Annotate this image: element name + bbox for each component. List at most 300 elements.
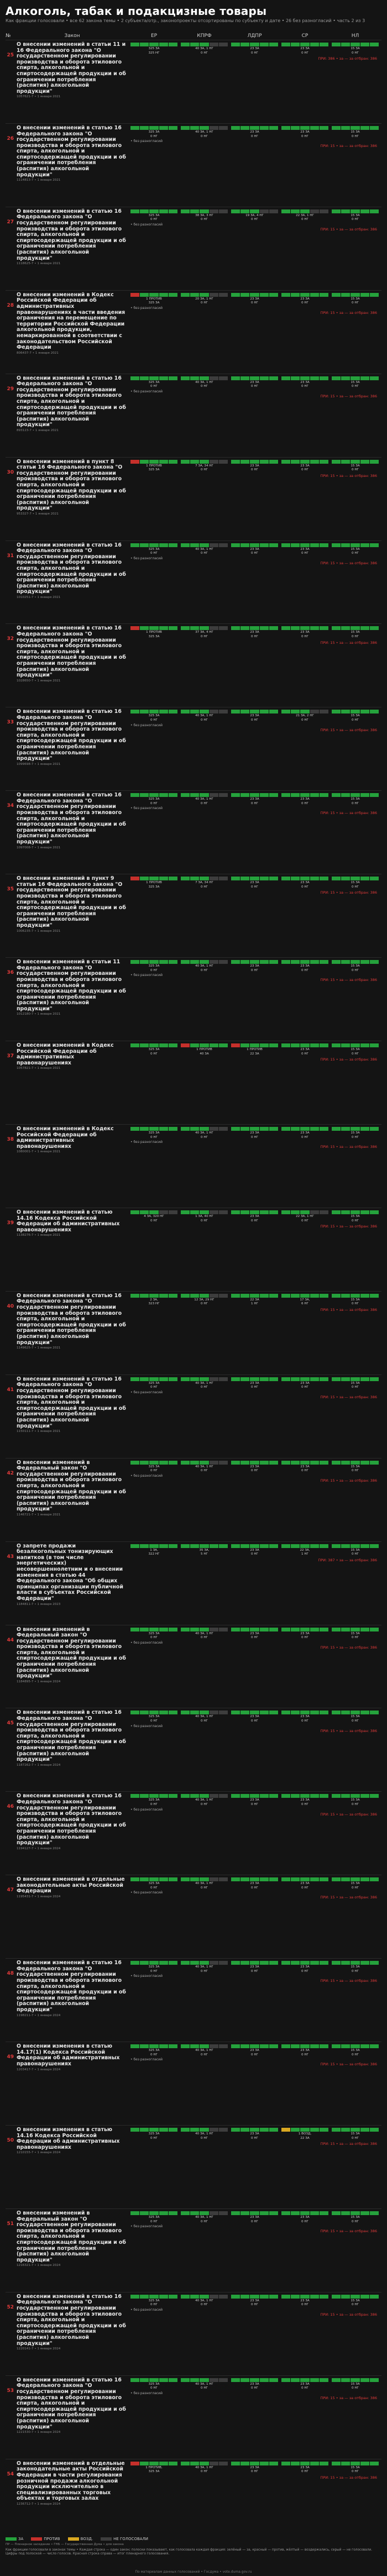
faction-votes bbox=[129, 2459, 380, 2542]
vote-bar-segment bbox=[341, 293, 350, 297]
law-meta: 1203417-7 • 1 января 2024 bbox=[17, 2068, 61, 2071]
vote-bar-segment bbox=[130, 1461, 139, 1465]
vote-bar bbox=[332, 793, 379, 797]
vote-bar-segment bbox=[341, 1043, 350, 1047]
law-title-link[interactable]: О запрете продажи безалкогольных тонизирующих напитков (в том числе энергетических) несовершеннолетним и о внесении изменения в статью 44 Федерального закона "Об общих принципах организации публичной власти в субъектах Российской Федерации" bbox=[17, 1543, 123, 1602]
vote-count-primary: 325 ЗА bbox=[148, 213, 160, 217]
vote-bar-segment bbox=[300, 2378, 309, 2382]
law-cell bbox=[15, 1792, 129, 1875]
vote-bar-segment bbox=[332, 960, 341, 964]
row-note: • без разногласий bbox=[130, 1974, 163, 1979]
vote-bar-segment bbox=[200, 2462, 208, 2465]
law-title-link[interactable]: О внесении изменений в Федеральный закон "О государственном регулировании производства и оборота этилового спирта, алкогольной и спиртосодержащей продукции и об ограничении потребления (распития) алкогольной продукции" bbox=[17, 1459, 126, 1513]
vote-bar bbox=[332, 710, 379, 713]
vote-count-primary: 23 ЗА bbox=[300, 1798, 310, 1802]
law-title-link[interactable]: О внесении изменений в пункт 8 статьи 16 Федерального закона "О государственном регулировании производства и оборота этилового спирта, алкогольной и спиртосодержащей продукции и об ограничении потребления (распития) алкогольной продукции" bbox=[17, 458, 126, 512]
law-cell bbox=[15, 707, 129, 790]
faction-votes bbox=[129, 1708, 380, 1791]
vote-bar-segment bbox=[190, 376, 199, 380]
vote-count-secondary: 0 НГ bbox=[301, 2053, 308, 2056]
vote-bar-segment bbox=[169, 1377, 177, 1381]
vote-bar-segment bbox=[240, 460, 249, 464]
vote-bar-segment bbox=[219, 126, 228, 130]
vote-bar-segment bbox=[231, 1127, 240, 1131]
vote-count-secondary: 0 НГ bbox=[352, 1636, 359, 1640]
vote-bar-segment bbox=[250, 1544, 259, 1548]
law-title-link[interactable]: О внесении изменения в статью 14.16 Кодекса Российской Федерации об административных правонарушениях bbox=[17, 2127, 120, 2150]
vote-bar-segment bbox=[320, 1043, 328, 1047]
vote-bar-segment bbox=[140, 2128, 149, 2132]
vote-bar-segment bbox=[370, 1461, 379, 1465]
vote-bar-segment bbox=[130, 1294, 139, 1298]
law-title-link[interactable]: О внесении изменений в статью 16 Федерального закона "О государственном регулировании производства и оборота этилового спирта, алкогольной и спиртосодержащей продукции и об ограничении потребления (распития) алкогольной продукции" bbox=[17, 1376, 126, 1429]
vote-bar bbox=[332, 1794, 379, 1798]
law-title-link[interactable]: О внесении изменений в Кодекс Российской Федерации об административных правонарушениях bbox=[17, 1042, 114, 1066]
vote-bar bbox=[130, 1127, 177, 1131]
law-meta: 1216321-7 • 1 января 2024 bbox=[17, 2264, 61, 2268]
vote-bar-segment bbox=[240, 2044, 249, 2048]
vote-bar-segment bbox=[210, 2295, 218, 2299]
vote-bar-segment bbox=[159, 460, 168, 464]
vote-bar-segment bbox=[231, 2378, 240, 2382]
vote-bar-segment bbox=[181, 1127, 190, 1131]
vote-bar-segment bbox=[300, 2211, 309, 2215]
law-meta: 1146721-7 • 1 января 2021 bbox=[17, 1513, 61, 1517]
vote-bar-segment bbox=[181, 2378, 190, 2382]
faction-votes bbox=[129, 958, 380, 1041]
vote-bar bbox=[181, 2044, 228, 2048]
law-title-link[interactable]: О внесении изменений в статьи 11 и 16 Федерального закона "О государственном регулировании производства и оборота этилового спирта, алкогольной и спиртосодержащей продукции и об ограничении потребления (распития) алкогольной продукции" bbox=[17, 41, 126, 95]
vote-bar bbox=[231, 1794, 278, 1798]
faction-votes bbox=[129, 2376, 380, 2459]
vote-bar-segment bbox=[310, 2295, 319, 2299]
vote-count-primary: 325 ЗА bbox=[148, 47, 160, 50]
footer: По материалам данных голосований • Госдума • vote.duma.gov.ru bbox=[135, 2570, 252, 2574]
vote-bar-segment bbox=[231, 126, 240, 130]
vote-bar-segment bbox=[190, 2044, 199, 2048]
vote-count-primary: 325 ЗА bbox=[148, 380, 160, 384]
vote-bar-segment bbox=[360, 2295, 369, 2299]
row-result: ПРИ: 15 • за — за отбран: 386 bbox=[320, 2396, 377, 2400]
vote-bar-segment bbox=[341, 126, 350, 130]
row-number: 52 bbox=[7, 2304, 14, 2310]
faction-vote-cell bbox=[330, 43, 380, 55]
faction-vote-cell bbox=[179, 877, 229, 889]
vote-bar bbox=[181, 793, 228, 797]
law-cell bbox=[15, 541, 129, 624]
vote-bar-segment bbox=[269, 2211, 278, 2215]
faction-vote-cell bbox=[330, 460, 380, 472]
vote-bar bbox=[130, 1461, 177, 1465]
vote-bar-segment bbox=[360, 710, 369, 713]
vote-bar bbox=[231, 43, 278, 46]
vote-bar-segment bbox=[300, 1794, 309, 1798]
vote-count-secondary: 0 НГ bbox=[251, 635, 258, 639]
vote-bar-segment bbox=[360, 126, 369, 130]
vote-bar-segment bbox=[300, 2462, 309, 2465]
row-note: • без разногласий bbox=[130, 1140, 163, 1145]
vote-bar bbox=[332, 43, 379, 46]
vote-count-secondary: 0 НГ bbox=[301, 718, 308, 722]
vote-bar bbox=[181, 126, 228, 130]
table-row bbox=[6, 707, 381, 790]
law-title-link[interactable]: О внесении изменений в Федеральный закон "О государственном регулировании производства и оборота этилового спирта, алкогольной и спиртосодержащей продукции и об ограничении потребления (распития) алкогольной продукции" bbox=[17, 1626, 126, 1680]
vote-count-secondary: 0 НГ bbox=[352, 1052, 359, 1056]
vote-bar-segment bbox=[332, 1377, 341, 1381]
vote-bar-segment bbox=[320, 126, 328, 130]
faction-vote-cell bbox=[129, 2295, 179, 2307]
vote-bar-segment bbox=[219, 2462, 228, 2465]
vote-bar bbox=[231, 1377, 278, 1381]
vote-bar bbox=[332, 1877, 379, 1881]
vote-bar-segment bbox=[320, 460, 328, 464]
vote-count-primary: 40 ЗА, 1 НГ bbox=[195, 798, 213, 801]
table-row bbox=[6, 1041, 381, 1124]
vote-bar-segment bbox=[370, 1210, 379, 1214]
vote-count-secondary: 0 НГ bbox=[251, 385, 258, 389]
vote-bar-segment bbox=[260, 1294, 269, 1298]
vote-count-secondary: 0 НГ bbox=[301, 2386, 308, 2390]
column-header-sr: СР bbox=[301, 33, 308, 39]
vote-bar-segment bbox=[360, 1461, 369, 1465]
vote-bar-segment bbox=[159, 1461, 168, 1465]
faction-vote-cell bbox=[280, 2378, 330, 2390]
legend-label: НЕ ГОЛОСОВАЛИ bbox=[113, 2537, 149, 2541]
vote-bar-segment bbox=[370, 1127, 379, 1131]
table-row bbox=[6, 790, 381, 874]
vote-bar-segment bbox=[291, 43, 300, 46]
vote-bar-segment bbox=[250, 1877, 259, 1881]
faction-vote-cell bbox=[229, 1794, 280, 1806]
vote-bar-segment bbox=[360, 1043, 369, 1047]
row-result: ПРИ: 15 • за — за отбран: 386 bbox=[320, 1728, 377, 1733]
vote-bar-segment bbox=[300, 1043, 309, 1047]
vote-bar bbox=[332, 1210, 379, 1214]
vote-bar-segment bbox=[341, 2462, 350, 2465]
vote-bar bbox=[130, 126, 177, 130]
row-note: • без разногласий bbox=[130, 2391, 163, 2395]
table-row bbox=[6, 1374, 381, 1458]
vote-bar-segment bbox=[332, 1544, 341, 1548]
law-title-link[interactable]: О внесении изменения в статью 14.17(1) Кодекса Российской Федерации об административных правонарушениях bbox=[17, 2043, 120, 2067]
law-cell bbox=[15, 1458, 129, 1541]
faction-vote-cell bbox=[330, 960, 380, 972]
faction-votes bbox=[129, 124, 380, 207]
vote-count-secondary: 0 НГ bbox=[251, 2220, 258, 2223]
vote-bar bbox=[332, 1628, 379, 1631]
vote-bar bbox=[281, 1711, 328, 1714]
vote-bar-segment bbox=[149, 2378, 158, 2382]
vote-bar-segment bbox=[240, 293, 249, 297]
vote-bar-segment bbox=[219, 2295, 228, 2299]
faction-vote-cell bbox=[229, 626, 280, 638]
faction-vote-cell bbox=[129, 209, 179, 222]
vote-bar bbox=[181, 43, 228, 46]
vote-bar bbox=[231, 710, 278, 713]
vote-bar-segment bbox=[240, 543, 249, 547]
vote-bar-segment bbox=[269, 376, 278, 380]
law-cell bbox=[15, 458, 129, 541]
vote-bar-segment bbox=[341, 2211, 350, 2215]
law-title-link[interactable]: О внесении изменений в статью 16 Федерального закона "О государственном регулировании производства и оборота этилового спирта, алкогольной и спиртосодержащей продукции и об ограничении потребления (распития) алкогольной продукции" bbox=[17, 709, 126, 762]
vote-bar-segment bbox=[149, 1127, 158, 1131]
law-title-link[interactable]: О внесении изменений в статью 16 Федерального закона "О государственном регулировании производства и оборота этилового спирта, алкогольной и спиртосодержащей продукции и об ограничении потребления (распития) алкогольной продукции" bbox=[17, 1292, 126, 1346]
vote-bar bbox=[332, 1461, 379, 1465]
vote-bar-segment bbox=[300, 293, 309, 297]
law-title-link[interactable]: О внесении изменений в статью 16 Федерального закона "О государственном регулировании производства и оборота этилового спирта, алкогольной и спиртосодержащей продукции и об ограничении потребления (распития) алкогольной продукции" bbox=[17, 2376, 126, 2430]
law-cell bbox=[15, 624, 129, 707]
vote-count-primary: 2 ЗА, bbox=[150, 1298, 158, 1302]
vote-bar-segment bbox=[260, 1877, 269, 1881]
faction-vote-cell bbox=[179, 2128, 229, 2140]
faction-vote-cell bbox=[330, 626, 380, 638]
vote-count-primary: 1 ПРОТИВ bbox=[247, 1048, 263, 1052]
law-meta: 1138276-7 • 1 января 2021 bbox=[17, 1234, 61, 1237]
vote-count-primary: 23 ЗА bbox=[250, 2049, 259, 2053]
vote-bar-segment bbox=[130, 1711, 139, 1714]
vote-count-secondary: 0 НГ bbox=[150, 1886, 158, 1890]
vote-bar-segment bbox=[149, 710, 158, 713]
vote-bar-segment bbox=[332, 126, 341, 130]
vote-bar-segment bbox=[260, 626, 269, 630]
vote-bar-segment bbox=[200, 2295, 208, 2299]
vote-bar-segment bbox=[200, 2211, 208, 2215]
row-result: ПРИ: 15 • за — за отбран: 386 bbox=[320, 227, 377, 232]
law-title-link[interactable]: О внесении изменений в статьи 11 Федерального закона "О государственном регулировании производства и оборота этилового спирта, алкогольной и спиртосодержащей продукции и об ограничении потребления (распития) алкогольной продукции" bbox=[17, 959, 126, 1012]
vote-bar-segment bbox=[300, 376, 309, 380]
vote-bar-segment bbox=[332, 1294, 341, 1298]
vote-bar-segment bbox=[250, 793, 259, 797]
vote-count-primary: 23 ЗА bbox=[250, 1965, 259, 1969]
vote-count-primary: 23 ЗА bbox=[250, 1715, 259, 1719]
table-row bbox=[6, 2459, 381, 2542]
vote-count-secondary: 0 НГ bbox=[352, 385, 359, 389]
vote-bar-segment bbox=[351, 209, 359, 213]
vote-count-secondary: 0 НГ bbox=[251, 1386, 258, 1389]
vote-bar-segment bbox=[250, 877, 259, 880]
vote-bar-segment bbox=[210, 710, 218, 713]
faction-votes bbox=[129, 1375, 380, 1458]
vote-bar-segment bbox=[310, 209, 319, 213]
vote-count-primary: 325 ЗА bbox=[148, 547, 160, 551]
law-title-link[interactable]: О внесении изменений в статью 16 Федерального закона "О государственном регулировании производства и оборота этилового спирта, алкогольной и спиртосодержащей продукции и об ограничении потребления (распития) алкогольной продукции" bbox=[17, 1793, 126, 1846]
faction-vote-cell bbox=[179, 1628, 229, 1640]
vote-bar-segment bbox=[269, 710, 278, 713]
law-cell bbox=[15, 1542, 129, 1625]
vote-bar-segment bbox=[310, 1628, 319, 1631]
vote-bar-segment bbox=[250, 1377, 259, 1381]
row-result: ПРИ: 15 • за — за отбран: 386 bbox=[320, 2475, 377, 2480]
vote-count-primary: 40 ЗА, 1 НГ bbox=[195, 714, 213, 718]
vote-bar-segment bbox=[240, 1461, 249, 1465]
faction-vote-cell bbox=[229, 2295, 280, 2307]
vote-bar-segment bbox=[210, 1377, 218, 1381]
law-title-link[interactable]: О внесении изменений в статью 16 Федерального закона "О государственном регулировании производства и оборота этилового спирта, алкогольной и спиртосодержащей продукции и об ограничении потребления (распития) алкогольной продукции" bbox=[17, 375, 126, 428]
vote-bar-segment bbox=[200, 1127, 208, 1131]
vote-bar-segment bbox=[140, 376, 149, 380]
law-title-link[interactable]: О внесении изменений в статью 16 Федерального закона "О государственном регулировании производства и оборота этилового спирта, алкогольной и спиртосодержащей продукции и об ограничении потребления (распития) алкогольной продукции" bbox=[17, 2293, 126, 2347]
vote-bar bbox=[130, 1294, 177, 1298]
vote-bar-segment bbox=[250, 293, 259, 297]
table-row bbox=[6, 1541, 381, 1625]
vote-bar-segment bbox=[159, 1794, 168, 1798]
law-title-link[interactable]: О внесении изменений в Федеральный закон "О государственном регулировании производства и оборота этилового спирта, алкогольной и спиртосодержащей продукции и об ограничении потребления (распития) алкогольной продукции" bbox=[17, 2210, 126, 2263]
vote-bar-segment bbox=[360, 793, 369, 797]
vote-bar-segment bbox=[370, 126, 379, 130]
vote-bar-segment bbox=[169, 1877, 177, 1881]
vote-bar bbox=[181, 1210, 228, 1214]
vote-bar-segment bbox=[332, 209, 341, 213]
faction-votes bbox=[129, 458, 380, 541]
vote-count-primary: 19 ЗА, 4 НГ bbox=[245, 213, 264, 217]
vote-bar-segment bbox=[291, 376, 300, 380]
vote-bar bbox=[281, 43, 328, 46]
vote-bar bbox=[181, 2378, 228, 2382]
vote-bar bbox=[231, 1711, 278, 1714]
vote-bar-segment bbox=[260, 460, 269, 464]
vote-bar bbox=[231, 1043, 278, 1047]
vote-bar-segment bbox=[370, 1294, 379, 1298]
vote-bar-segment bbox=[332, 1461, 341, 1465]
law-title-link[interactable]: О внесении изменений в отдельные законодательные акты Российской Федерации в части регулирования розничной продажи алкогольной продукции исключительно в специализированных торговых объектах и торговых залах bbox=[17, 2460, 125, 2502]
law-title-link[interactable]: О внесении изменений в пункт 9 статьи 16 Федерального закона "О государственном регулировании производства и оборота этилового спирта, алкогольной и спиртосодержащей продукции и об ограничении потребления (распития) алкогольной продукции" bbox=[17, 875, 126, 928]
vote-count-primary: 40 ЗА, 1 НГ bbox=[195, 130, 213, 134]
vote-count-secondary: 0 НГ bbox=[201, 968, 208, 972]
vote-count-secondary: 0 НГ bbox=[201, 1469, 208, 1473]
vote-bar-segment bbox=[351, 460, 359, 464]
law-title-link[interactable]: О внесении изменений в статью 16 Федерального закона "О государственном регулировании производства и оборота этилового спирта, алкогольной и спиртосодержащей продукции и об ограничении потребления (распития) алкогольной продукции" bbox=[17, 542, 126, 595]
row-number: 46 bbox=[7, 1804, 14, 1810]
faction-votes bbox=[129, 1125, 380, 1208]
vote-bar-segment bbox=[190, 1711, 199, 1714]
vote-bar-segment bbox=[351, 1711, 359, 1714]
vote-bar bbox=[231, 460, 278, 464]
faction-vote-cell bbox=[229, 710, 280, 722]
vote-bar-segment bbox=[140, 1544, 149, 1548]
vote-count-secondary: 0 НГ bbox=[251, 885, 258, 889]
vote-bar-segment bbox=[341, 2128, 350, 2132]
vote-bar-segment bbox=[281, 2462, 290, 2465]
faction-votes bbox=[129, 2292, 380, 2375]
vote-bar-segment bbox=[310, 2462, 319, 2465]
vote-bar-segment bbox=[181, 293, 190, 297]
vote-bar-segment bbox=[231, 376, 240, 380]
vote-bar-segment bbox=[231, 793, 240, 797]
law-title-link[interactable]: О внесении изменений в статью 14.16 Кодекса Российской Федерации об административных правонарушениях bbox=[17, 1209, 120, 1233]
vote-bar-segment bbox=[231, 2462, 240, 2465]
vote-bar-segment bbox=[140, 2211, 149, 2215]
faction-vote-cell bbox=[179, 1794, 229, 1806]
vote-count-primary: 23 ЗА bbox=[300, 130, 310, 134]
vote-bar-segment bbox=[291, 293, 300, 297]
vote-bar-segment bbox=[169, 877, 177, 880]
vote-count-primary: 21 ЗА, 2 НГ bbox=[296, 714, 314, 718]
vote-count-primary: 20 ЗА, 1 НГ bbox=[195, 297, 213, 301]
law-title-link[interactable]: О внесении изменений в отдельные законодательные акты Российской Федерации bbox=[17, 1876, 125, 1895]
vote-bar-segment bbox=[149, 209, 158, 213]
vote-bar bbox=[231, 1877, 278, 1881]
faction-vote-cell bbox=[330, 293, 380, 305]
vote-bar-segment bbox=[341, 2044, 350, 2048]
law-title-link[interactable]: О внесении изменений в статью 16 Федерального закона "О государственном регулировании производства и оборота этилового спирта, алкогольной и спиртосодержащей продукции и об ограничении потребления (распития) алкогольной продукции" bbox=[17, 1960, 126, 2013]
vote-bar-segment bbox=[300, 1877, 309, 1881]
vote-count-secondary: 325 ЗА bbox=[148, 301, 160, 305]
row-result: ПРИ: 15 • за — за отбран: 386 bbox=[320, 978, 377, 983]
vote-bar-segment bbox=[291, 2462, 300, 2465]
vote-count-primary: 15 ЗА bbox=[351, 2132, 360, 2136]
vote-bar-segment bbox=[159, 126, 168, 130]
vote-bar-segment bbox=[281, 2378, 290, 2382]
law-title-link[interactable]: О внесении изменений в статью 16 Федерального закона "О государственном регулировании производства и оборота этилового спирта, алкогольной и спиртосодержащей продукции и об ограничении потребления (распития) алкогольной продукции" bbox=[17, 625, 126, 679]
law-title-link[interactable]: О внесении изменений в статью 16 Федерального закона "О государственном регулировании производства и оборота этилового спирта, алкогольной и спиртосодержащей продукции и об ограничении потребления (распития) алкогольной продукции" bbox=[17, 792, 126, 846]
vote-bar-segment bbox=[149, 1544, 158, 1548]
vote-bar-segment bbox=[159, 1210, 168, 1214]
vote-bar-segment bbox=[269, 1961, 278, 1965]
faction-vote-cell bbox=[179, 1210, 229, 1223]
vote-bar-segment bbox=[291, 460, 300, 464]
faction-vote-cell bbox=[229, 209, 280, 222]
row-number: 30 bbox=[7, 469, 14, 475]
vote-bar-segment bbox=[300, 1628, 309, 1631]
vote-bar bbox=[130, 376, 177, 380]
vote-bar-segment bbox=[351, 1961, 359, 1965]
law-title-link[interactable]: О внесении изменений в Кодекс Российской Федерации об административных правонарушениях в части введения ограничения на перемещение по территории Российской Федерации алкогольной продукции, немаркированной в соответствии с законодательством Российской Федерации bbox=[17, 291, 125, 351]
table-row bbox=[6, 207, 381, 290]
vote-bar bbox=[130, 293, 177, 297]
vote-bar-segment bbox=[200, 1461, 208, 1465]
row-number: 45 bbox=[7, 1720, 14, 1727]
row-result: ПРИ: 15 • за — за отбран: 386 bbox=[320, 1057, 377, 1062]
vote-bar bbox=[332, 1294, 379, 1298]
law-title-link[interactable]: О внесении изменений в статью 16 Федерального закона "О государственном регулировании производства и оборота этилового спирта, алкогольной и спиртосодержащей продукции и об ограничении потребления (распития) алкогольной продукции" bbox=[17, 208, 126, 261]
faction-vote-cell bbox=[229, 126, 280, 138]
row-number: 54 bbox=[7, 2471, 14, 2477]
vote-bar bbox=[231, 793, 278, 797]
table-row bbox=[6, 957, 381, 1041]
vote-bar-segment bbox=[310, 2211, 319, 2215]
vote-bar-segment bbox=[130, 1628, 139, 1631]
vote-bar bbox=[281, 293, 328, 297]
faction-vote-cell bbox=[179, 1961, 229, 1973]
vote-bar-segment bbox=[130, 2378, 139, 2382]
faction-votes bbox=[129, 1625, 380, 1708]
faction-vote-cell bbox=[330, 2295, 380, 2307]
row-result: ПРИ: 15 • за — за отбран: 386 bbox=[320, 1145, 377, 1150]
law-title-link[interactable]: О внесении изменений в Кодекс Российской Федерации об административных правонарушениях bbox=[17, 1125, 114, 1150]
vote-bar-segment bbox=[130, 43, 139, 46]
vote-bar-segment bbox=[250, 2044, 259, 2048]
law-title-link[interactable]: О внесении изменений в статью 16 Федерального закона "О государственном регулировании производства и оборота этилового спирта, алкогольной и спиртосодержащей продукции и об ограничении потребления (распития) алкогольной продукции" bbox=[17, 124, 126, 178]
vote-bar-segment bbox=[190, 877, 199, 880]
vote-count-secondary: 0 НГ bbox=[352, 885, 359, 889]
law-cell bbox=[15, 874, 129, 957]
law-title-link[interactable]: О внесении изменений в статью 16 Федерального закона "О государственном регулировании производства и оборота этилового спирта, алкогольной и спиртосодержащей продукции и об ограничении потребления (распития) алкогольной продукции" bbox=[17, 1709, 126, 1763]
vote-bar-segment bbox=[149, 293, 158, 297]
vote-count-primary: 15 ЗА bbox=[351, 1131, 360, 1135]
vote-bar-segment bbox=[320, 710, 328, 713]
vote-bar-segment bbox=[130, 209, 139, 213]
vote-bar-segment bbox=[291, 543, 300, 547]
vote-bar-segment bbox=[281, 710, 290, 713]
vote-count-primary: 23 ЗА bbox=[250, 1548, 259, 1552]
vote-bar-segment bbox=[310, 2378, 319, 2382]
vote-bar-segment bbox=[219, 626, 228, 630]
law-meta: 1012180-7 • 1 января 2021 bbox=[17, 1012, 61, 1016]
vote-bar-segment bbox=[210, 1127, 218, 1131]
vote-bar bbox=[181, 2462, 228, 2465]
vote-bar-segment bbox=[159, 793, 168, 797]
row-note: • без разногласий bbox=[130, 2225, 163, 2229]
